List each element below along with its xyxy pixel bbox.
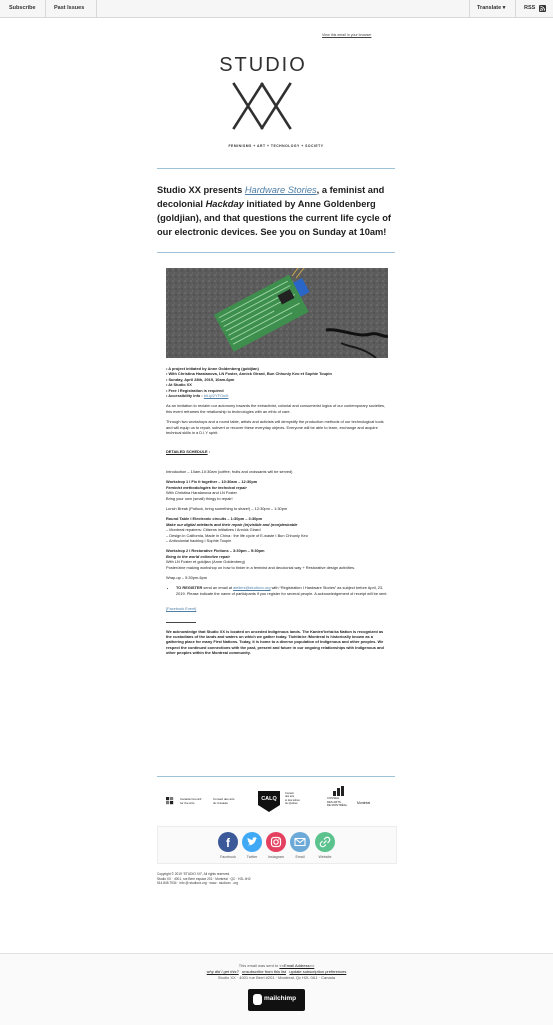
sponsor-text: du Québec xyxy=(285,801,298,805)
detail-line: • With Christina Haralanova, LN Foster, Annick Girard, Bun Chhunly Keo et Sophie Toupin xyxy=(166,371,332,377)
sponsor-text: du Canada xyxy=(213,801,228,805)
workshop-2-line: With LN Foster et goldjian (Anne Goldenberg) xyxy=(166,559,245,565)
intro-text: Studio XX presents xyxy=(157,185,245,195)
subscribe-link[interactable]: Subscribe xyxy=(9,5,36,11)
top-bar xyxy=(0,0,553,18)
svg-text:f: f xyxy=(226,836,230,850)
instagram-share[interactable] xyxy=(266,832,286,859)
detail-line: • A project initiated by Anne Goldenberg (goldjian) xyxy=(166,366,259,371)
detail-line: • Free I Registration is required xyxy=(166,387,224,393)
top-bar-divider xyxy=(96,0,97,17)
section-divider xyxy=(157,168,395,169)
sponsor-text: DES ARTS xyxy=(327,799,341,804)
workshop-1-title: Workshop 1 I Fix it together – 10:30am – 12:30pm xyxy=(166,479,258,485)
copyright-block xyxy=(157,872,357,886)
mailchimp-label: mailchimp xyxy=(264,995,297,1002)
sponsor-text: Conseil xyxy=(285,792,294,795)
logo-tagline: FEMINISMS + ART + TECHNOLOGY + SOCIETY xyxy=(228,144,324,148)
website-link[interactable] xyxy=(315,832,335,859)
hardware-stories-link[interactable]: Hardware Stories xyxy=(244,185,317,195)
mailchimp-icon xyxy=(253,994,262,1005)
email-footer xyxy=(0,953,553,1025)
calq-label: CALQ xyxy=(261,796,277,802)
canada-council-logo xyxy=(166,795,246,815)
facebook-event-link[interactable]: [Facebook Event] xyxy=(166,606,197,612)
section-divider xyxy=(157,776,395,777)
top-bar-divider xyxy=(469,0,470,17)
round-table-title: Round Table I Electronic circuits – 1:30pm – 3:30pm xyxy=(166,516,263,522)
intro-heading xyxy=(157,183,395,239)
footer-text: This email was sent to xyxy=(238,963,280,968)
copyright-line: 514.845.7934 · info @ studioxx.org · www . studioxx . org xyxy=(157,881,239,886)
body-paragraph: Through two workshops and a round table, artists and activists will demystify the production methods of our technological tools and will equip us to repair, subvert or recover these everyday objects. Everyone will be able to learn, exchange and acquire technical skills in a D.I.Y spirit. xyxy=(166,419,384,436)
copyright-line: Studio XX · 4001, rue Berri espace 201 · Montréal · QC · H2L 4H2 xyxy=(157,876,251,881)
main-content xyxy=(166,268,388,661)
body-paragraph: As an invitation to reclaim our autonomy towards the extractivist, colonial and consumerist logics of our contemporary societies, this event reframes the relationship to technologies with an ethic of care. xyxy=(166,403,386,414)
schedule-title: DETAILED SCHEDULE xyxy=(166,449,208,455)
email-icon[interactable] xyxy=(290,832,310,852)
workshop-2-line: Poster/zine making workshop on how to tinker in a feminist and decolonial way + Restorative design activities. xyxy=(166,564,356,570)
sponsor-text: et des lettres xyxy=(285,798,300,802)
website-label[interactable]: Website xyxy=(318,855,332,859)
copyright-line: Copyright © 2019 “STUDIO XX”, All rights reserved. xyxy=(157,872,231,876)
rss-link[interactable]: RSS xyxy=(524,5,536,11)
accessibility-link[interactable]: bit.ly/2YFOu0t xyxy=(203,393,229,399)
sponsor-text: for the Arts xyxy=(180,801,195,805)
facebook-share[interactable] xyxy=(218,832,238,859)
calq-logo xyxy=(256,789,306,815)
update-preferences-link[interactable]: update subscription preferences xyxy=(289,969,347,974)
workshop-2-title: Workshop 2 I Restorative Fictions – 3:30pm – 5:30pm xyxy=(166,548,265,554)
instagram-label[interactable]: Instagram xyxy=(268,855,284,859)
round-table-subtitle: Make our digital artefacts and their repair (in)visible and (non)desirable xyxy=(166,521,298,527)
email-label[interactable]: Email xyxy=(295,855,305,859)
workshop-1-line: With Christina Haralanova and LN Foster xyxy=(166,490,237,496)
workshop-2-subtitle: Bring to the world collective repair xyxy=(166,553,230,559)
email-share[interactable] xyxy=(290,832,310,859)
round-table-line: – Design in California, Made in China : the life cycle of E-waste I Bun Chhunly Keo xyxy=(166,532,308,538)
sponsor-text: DE MONTRÉAL xyxy=(327,803,348,808)
top-bar-divider xyxy=(515,0,516,17)
schedule-intro: Introduction – 10am-10:30am (coffee, fruits and croissants will be served) xyxy=(166,468,293,474)
rss-icon[interactable] xyxy=(539,5,546,12)
cam-icon xyxy=(333,786,345,796)
round-table-line: – Montreal repairers: Citizens initiatives I Annick Girard xyxy=(166,527,261,533)
register-email-link[interactable]: ateliers@studioxx.org xyxy=(233,585,271,591)
logo-wordmark: STUDIO xyxy=(219,54,307,76)
sponsor-text: des arts xyxy=(285,795,295,799)
wrap-up: Wrap-up – 5:30pm-6pm xyxy=(166,574,208,580)
view-in-browser-link[interactable]: View this email in your browser xyxy=(322,33,372,37)
instagram-icon[interactable] xyxy=(266,832,286,852)
twitter-share[interactable] xyxy=(242,832,262,859)
sponsor-text: Conseil des arts xyxy=(213,797,235,801)
montreal-label: Montréal xyxy=(357,801,371,805)
top-bar-divider xyxy=(45,0,46,17)
short-divider xyxy=(166,622,196,623)
canada-council-icon xyxy=(166,797,174,805)
twitter-label[interactable]: Twitter xyxy=(246,855,258,859)
registration-text: send an email at xyxy=(202,585,234,591)
studio-xx-logo-icon xyxy=(232,82,292,130)
registration-list xyxy=(166,585,388,596)
mailchimp-badge[interactable] xyxy=(248,989,305,1011)
footer-links xyxy=(0,969,553,974)
past-issues-link[interactable]: Past Issues xyxy=(54,5,85,11)
detail-line: • At Studio XX xyxy=(166,382,192,388)
sponsor-text: CONSEIL xyxy=(327,796,340,800)
detail-line: • Accessibility info : xyxy=(166,393,204,399)
section-divider xyxy=(157,252,395,253)
why-did-i-get-this-link[interactable]: why did I get this? xyxy=(206,969,239,974)
conseil-arts-montreal-logo xyxy=(327,786,387,814)
intro-text: initiated by Anne Goldenberg (goldjian), and that questions the current life cycle of our electronic devices. See you on Sunday at 10am! xyxy=(157,199,391,237)
circuit-board-photo xyxy=(166,268,388,358)
workshop-1-subtitle: Feminist methodologies for technical repair xyxy=(166,484,247,490)
round-table-line: – Anticolonial hacking I Sophie Toupin xyxy=(166,537,232,543)
land-acknowledgement: We acknowledge that Studio XX is located on unceded Indigenous lands. The Kanien’kehá:ka Nation is recognized as the custodians of the lands and waters on which we gather today. Tiohtiá:ke /Montreal is historically known as a gathering place for many First Nations. Today, it is home to a diverse population of Indigenous and other peoples. We respect the continued connections with the past, present and future in our ongoing relationships with Indigenous and other peoples within the Montreal community. xyxy=(166,628,384,656)
recipient-email-link[interactable]: <<Email Address>> xyxy=(279,963,315,968)
registration-text: with “Registration I Hardware Stories” as subject before April, 23, 2019. Please indicate the name of participants if you register for several people. A acknowledgement of receipt will be sent. xyxy=(176,585,388,596)
sent-to-line xyxy=(0,963,553,968)
footer-address: Studio XX · 4001 rue Berri #201 · Montreal, Qc H2L 0A1 · Canada xyxy=(217,975,336,980)
sponsor-text: Canada Council xyxy=(180,797,202,801)
schedule-title-suffix: : xyxy=(207,449,211,455)
intro-text: , a feminist and decolonial xyxy=(157,185,385,209)
registration-item xyxy=(176,585,388,596)
intro-emphasis: Hackday xyxy=(205,199,244,209)
social-links-box xyxy=(157,826,397,864)
lunch-break: Lunch Break (Potluck, bring something to share!) – 12:30pm – 1:30pm xyxy=(166,505,288,511)
facebook-icon[interactable] xyxy=(218,832,238,852)
translate-dropdown[interactable]: Translate ▾ xyxy=(477,5,506,11)
twitter-icon[interactable] xyxy=(242,832,262,852)
workshop-1-line: Bring your own (small) thingy to repair! xyxy=(166,495,233,501)
registration-label: TO REGISTER xyxy=(176,585,203,591)
detail-line: • Sunday, April 28th, 2019, 10am-6pm xyxy=(166,376,235,382)
facebook-label[interactable]: Facebook xyxy=(220,855,236,859)
link-icon[interactable] xyxy=(315,832,335,852)
unsubscribe-link[interactable]: unsubscribe from this list xyxy=(242,969,287,974)
